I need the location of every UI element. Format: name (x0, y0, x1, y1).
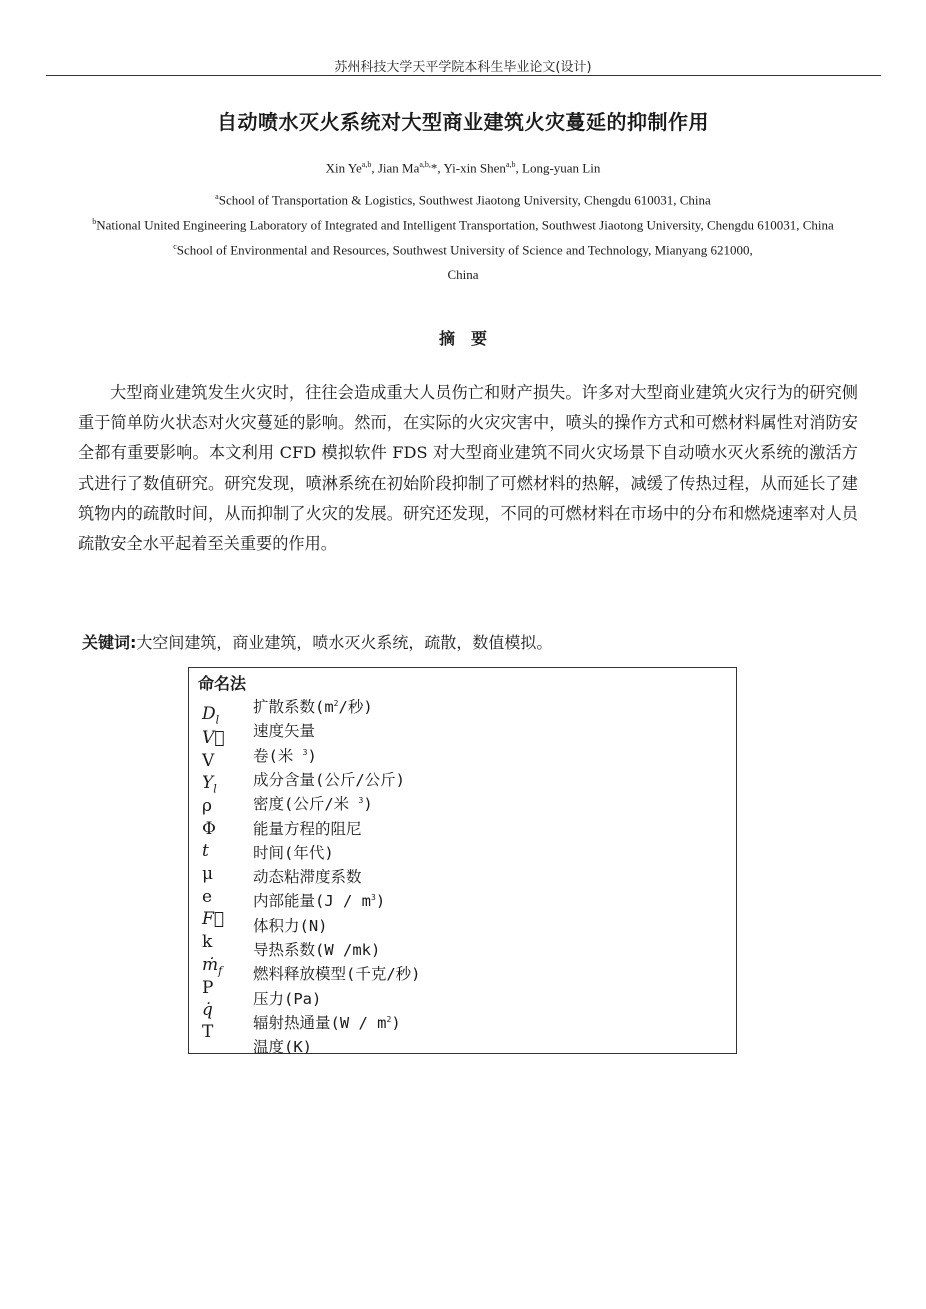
nomenclature-symbol: μ (202, 864, 214, 884)
nomenclature-description: 成分含量(公斤/公斤) (253, 770, 405, 789)
nomenclature-symbol: V⃗ (202, 728, 225, 748)
nomenclature-symbol: V (202, 751, 215, 771)
nomenclature-description: 压力(Pa) (253, 989, 322, 1008)
nomenclature-description: 动态粘滞度系数 (253, 868, 362, 887)
abstract-heading: 摘要 (438, 329, 503, 348)
affiliation-a: $^a$School of Transportation & Logistics, Southwest Jiaotong University, Chengdu 610031, China (215, 192, 711, 208)
nomenclature-description: 燃料释放模型(千克/秒) (253, 965, 421, 984)
nomenclature-description: 内部能量$(J / m^3)$ (253, 892, 386, 911)
nomenclature-description: 时间(年代) (253, 843, 334, 862)
author-affiliation-mark: a,b (505, 160, 516, 169)
nomenclature-symbol: F⃗ (202, 909, 224, 929)
header-rule (46, 75, 881, 76)
nomenclature-title: 命名法 (198, 674, 247, 693)
nomenclature-symbol: $Y_l$ (202, 773, 217, 796)
keywords (82, 630, 552, 653)
author-separator: , (515, 160, 522, 176)
affiliation-c-continued: China (447, 267, 479, 282)
nomenclature-symbol: e (202, 887, 213, 907)
nomenclature-description: 速度矢量 (253, 722, 316, 741)
author-affiliation-mark: a,b (361, 160, 372, 169)
abstract-body: 大型商业建筑发生火灾时，往往会造成重大人员伤亡和财产损失。许多对大型商业建筑火灾行为的研究侧重于简单防火状态对火灾蔓延的影响。然而，在实际的火灾灾害中，喷头的操作方式和可燃材料属性对消防安全都有重要影响。本文利用 CFD 模拟软件 FDS 对大型商业建筑不同火灾场景下自动喷水灭火系统的激活方式进行了数值研究。研究发现，喷淋系统在初始阶段抑制了可燃材料的热解，减缓了传热过程，从而延长了建筑物内的疏散时间，从而抑制了火灾的发展。研究还发现，不同的可燃材料在市场中的分布和燃烧速率对人员疏散安全水平起着至关重要的作用。 (78, 383, 858, 554)
nomenclature-description: 能量方程的阻尼 (253, 819, 362, 838)
author-name: Long-yuan Lin (522, 160, 601, 176)
author-affiliation-mark: a,b, (419, 160, 431, 169)
nomenclature-symbol: ρ (202, 796, 212, 816)
nomenclature-box (188, 667, 737, 1057)
author-list (0, 160, 926, 176)
nomenclature-description: 卷(米 $^3$) (253, 746, 317, 765)
nomenclature-symbol: t (202, 841, 209, 861)
author-separator: *, (430, 160, 444, 176)
author-separator: , (371, 160, 378, 176)
nomenclature-symbol: k (202, 932, 213, 952)
running-header: 苏州科技大学天平学院本科生毕业论文(设计) (334, 60, 592, 75)
author-name: Yi-xin Shen (443, 160, 506, 176)
affiliation-c: $^c$School of Environmental and Resources, Southwest University of Science and Technology, Mianyang 621000, (173, 242, 753, 258)
keywords-label: 关键词: (82, 633, 137, 652)
nomenclature-description: 导热系数(W /mk) (253, 941, 381, 959)
nomenclature-symbol: Φ (202, 819, 216, 839)
nomenclature-symbol: P (202, 978, 214, 998)
nomenclature-description: 温度(K) (253, 1038, 312, 1057)
nomenclature-description: 扩散系数($m^2/$秒) (253, 698, 373, 716)
nomenclature-description: 密度(公斤/米 $^3$) (253, 795, 373, 814)
nomenclature-symbol: T (202, 1022, 214, 1042)
author-name: Xin Ye (325, 160, 362, 176)
affiliation-b: $^b$National United Engineering Laboratory of Integrated and Intelligent Transportation, Southwest Jiaotong University, Chengdu 610031, China (92, 217, 834, 233)
nomenclature-description: 体积力(N) (253, 916, 328, 935)
nomenclature-symbol: ṁ$_f$ (202, 955, 223, 978)
paper-title: 自动喷水灭火系统对大型商业建筑火灾蔓延的抑制作用 (217, 110, 709, 134)
nomenclature-symbol: $D_l$ (202, 704, 220, 727)
nomenclature-symbol: q̇ (202, 1000, 213, 1020)
keywords-text: 大空间建筑，商业建筑，喷水灭火系统，疏散，数值模拟。 (136, 633, 553, 652)
author-name: Jian Ma (377, 160, 420, 176)
nomenclature-description: 辐射热通量$(W / m^2)$ (253, 1013, 401, 1032)
